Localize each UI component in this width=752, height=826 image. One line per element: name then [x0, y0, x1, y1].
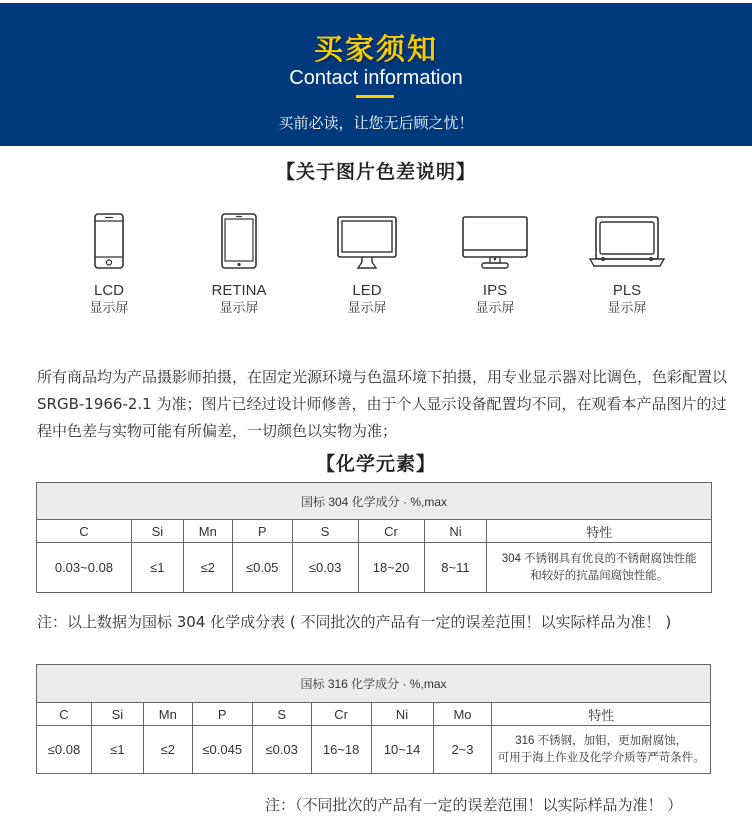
cell-mo: 2~3 [433, 726, 492, 774]
cell-p: ≤0.045 [192, 726, 252, 774]
device-type: 显示屏 [475, 301, 515, 316]
cell-mn: ≤2 [143, 726, 192, 774]
table-caption: 国标 304 化学成分 · %,max [37, 483, 712, 520]
device-name: LED [352, 282, 382, 299]
banner-note: 买前必读，让您无后顾之忧！ [278, 114, 474, 132]
cell-si: ≤1 [91, 726, 143, 774]
cell-c: 0.03~0.08 [37, 543, 132, 593]
col-header: Mo [433, 703, 492, 726]
col-header: Ni [424, 520, 487, 543]
col-header: Si [131, 520, 183, 543]
col-header: Cr [311, 703, 371, 726]
device-name: PLS [612, 282, 642, 299]
tablet-icon [221, 213, 257, 269]
col-header: 特性 [492, 703, 711, 726]
chem-section-title: 【化学元素】 [315, 453, 436, 475]
cell-p: ≤0.05 [232, 543, 292, 593]
col-header: Si [91, 703, 143, 726]
col-header: P [192, 703, 252, 726]
property-line: 316 不锈钢，加钼，更加耐腐蚀， [515, 734, 688, 747]
device-pls [572, 216, 682, 318]
table-header-row [37, 703, 711, 726]
device-type: 显示屏 [219, 301, 259, 316]
property-line: 和较好的抗晶间腐蚀性能。 [530, 569, 669, 582]
table-304 [36, 482, 712, 593]
col-header: C [37, 520, 132, 543]
color-disclaimer-paragraph: 所有商品均为产品摄影师拍摄，在固定光源环境与色温环境下拍摄，用专业显示器对比调色，色彩配置以 SRGB-1966-2.1 为准；图片已经过设计师修善，由于个人显示设备配置均不同，在观看本产品图片的过程中色差与实物可能有所偏差，一切颜色以实物为准； [37, 368, 728, 440]
table-caption: 国标 316 化学成分 · %,max [37, 665, 711, 703]
device-name: IPS [482, 282, 508, 299]
device-ips [440, 216, 550, 318]
cell-ni: 8~11 [424, 543, 487, 593]
color-section-title: 【关于图片色差说明】 [275, 161, 476, 183]
table-header-row [37, 520, 712, 543]
col-header: S [252, 703, 311, 726]
table-row [37, 543, 712, 593]
device-name: LCD [93, 282, 124, 299]
device-type: 显示屏 [347, 301, 387, 316]
banner-divider [356, 95, 394, 98]
col-header: S [292, 520, 358, 543]
cell-property [487, 543, 712, 593]
banner-subtitle: Contact information [289, 67, 463, 89]
table-row [37, 726, 711, 774]
col-header: C [37, 703, 92, 726]
property-line: 可用于海上作业及化学介质等严苛条件。 [497, 751, 705, 764]
cell-si: ≤1 [131, 543, 183, 593]
cell-c: ≤0.08 [37, 726, 92, 774]
cell-cr: 18~20 [358, 543, 424, 593]
device-lcd [54, 213, 164, 318]
cell-cr: 16~18 [311, 726, 371, 774]
header-banner [0, 3, 752, 146]
cell-s: ≤0.03 [252, 726, 311, 774]
device-type: 显示屏 [89, 301, 129, 316]
col-header: Mn [143, 703, 192, 726]
banner-title: 买家须知 [313, 32, 438, 66]
laptop-icon [589, 216, 665, 268]
col-header: Cr [358, 520, 424, 543]
device-type: 显示屏 [607, 301, 647, 316]
cell-ni: 10~14 [371, 726, 433, 774]
monitor-icon [337, 216, 397, 269]
device-retina [184, 213, 294, 318]
cell-property [492, 726, 711, 774]
col-header: Mn [183, 520, 232, 543]
col-header: Ni [371, 703, 433, 726]
col-header: P [232, 520, 292, 543]
imac-icon [462, 216, 528, 269]
smartphone-icon [94, 213, 124, 269]
table-316 [36, 664, 711, 774]
cell-mn: ≤2 [183, 543, 232, 593]
col-header: 特性 [487, 520, 712, 543]
device-name: RETINA [211, 282, 267, 299]
device-led [312, 216, 422, 318]
cell-s: ≤0.03 [292, 543, 358, 593]
property-line: 304 不锈钢具有优良的不锈耐腐蚀性能 [501, 552, 697, 565]
note-316: 注：（不同批次的产品有一定的误差范围！以实际样品为准！ ） [265, 796, 683, 814]
note-304: 注：以上数据为国标 304 化学成分表 ( 不同批次的产品有一定的误差范围！以实际样品为准！ ) [37, 613, 672, 631]
